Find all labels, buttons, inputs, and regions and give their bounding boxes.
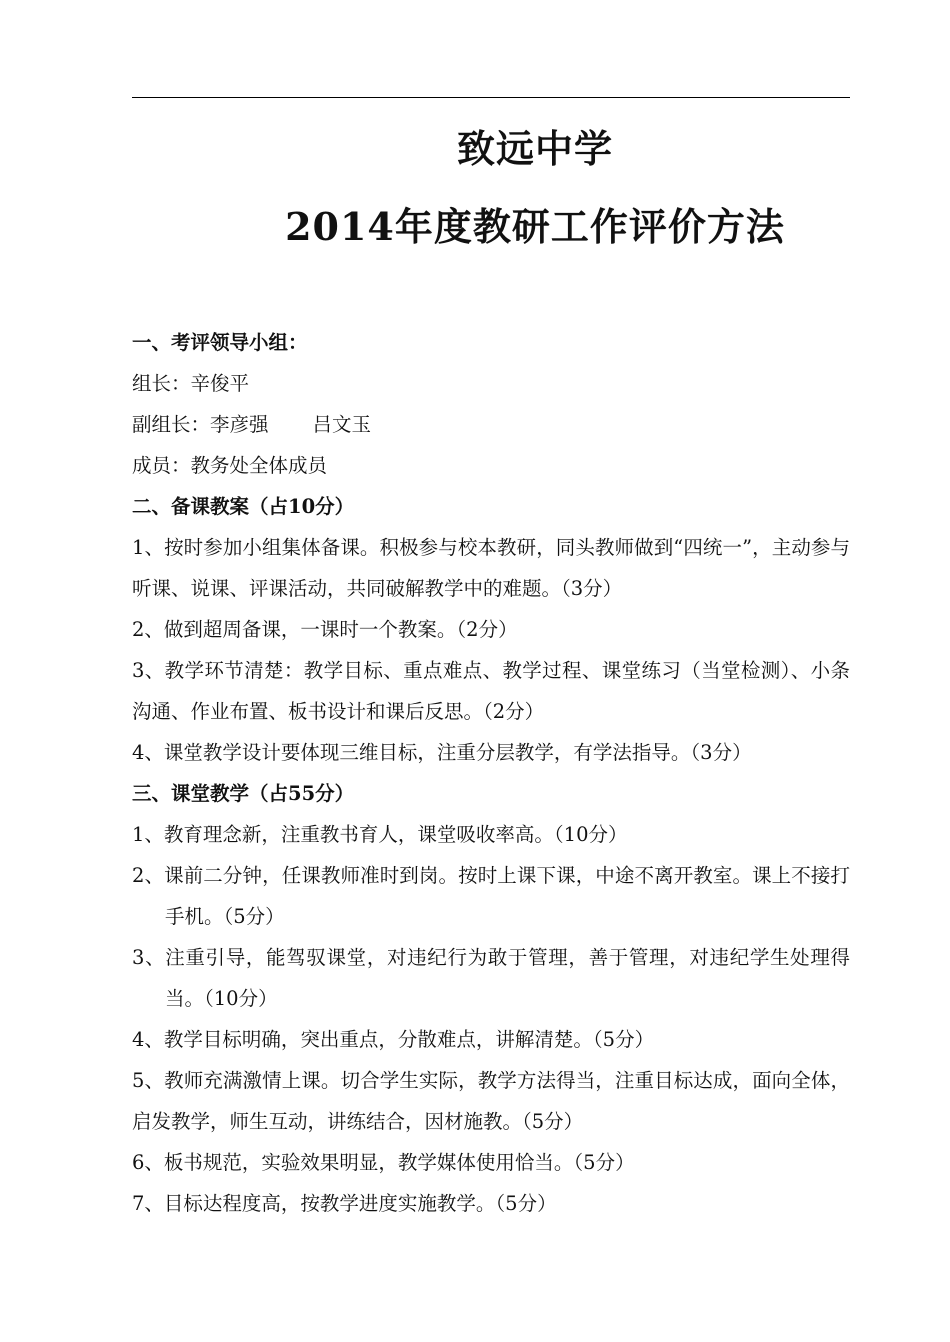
document-title-main: 2014年度教研工作评价方法 (285, 204, 785, 249)
section3-heading: 三、课堂教学（占55分） (132, 782, 355, 805)
section3-item: 4、教学目标明确，突出重点，分散难点，讲解清楚。（5分） (132, 1028, 655, 1051)
section1-heading: 一、考评领导小组： (132, 331, 308, 354)
section3-item: 1、教育理念新，注重教书育人，课堂吸收率高。（10分） (132, 823, 628, 846)
deputy-leader-2: 吕文玉 (312, 413, 372, 436)
section3-item: 5、教师充满激情上课。切合学生实际，教学方法得当，注重目标达成，面向全体，启发教学，师生互动，讲练结合，因材施教。（5分） (132, 1069, 850, 1133)
deputy-leader-1: 副组长：李彦强 (132, 413, 269, 436)
deputy-leaders (132, 404, 850, 445)
section2-item: 3、教学环节清楚：教学目标、重点难点、教学过程、课堂练习（当堂检测）、小条沟通、作业布置、板书设计和课后反思。（2分） (132, 659, 850, 723)
section2-item: 4、课堂教学设计要体现三维目标，注重分层教学，有学法指导。（3分） (132, 741, 752, 764)
group-members: 成员：教务处全体成员 (132, 454, 328, 477)
section2-item: 1、按时参加小组集体备课。积极参与校本教研，同头教师做到“四统一”，主动参与听课、说课、评课活动，共同破解教学中的难题。（3分） (132, 536, 850, 600)
section2-heading: 二、备课教案（占10分） (132, 495, 355, 518)
header-rule (132, 97, 850, 98)
section3-item: 2、课前二分钟，任课教师准时到岗。按时上课下课，中途不离开教室。课上不接打手机。（5分） (132, 864, 850, 928)
section3-item: 3、注重引导，能驾驭课堂，对违纪行为敢于管理，善于管理，对违纪学生处理得当。（10分） (132, 946, 850, 1010)
section2-item: 2、做到超周备课，一课时一个教案。（2分） (132, 618, 518, 641)
section3-item: 7、目标达程度高，按教学进度实施教学。（5分） (132, 1192, 557, 1215)
document-title-school: 致远中学 (456, 126, 613, 171)
section3-item: 6、板书规范，实验效果明显，教学媒体使用恰当。（5分） (132, 1151, 635, 1174)
group-leader: 组长：辛俊平 (132, 372, 250, 395)
document-body (132, 322, 850, 1224)
